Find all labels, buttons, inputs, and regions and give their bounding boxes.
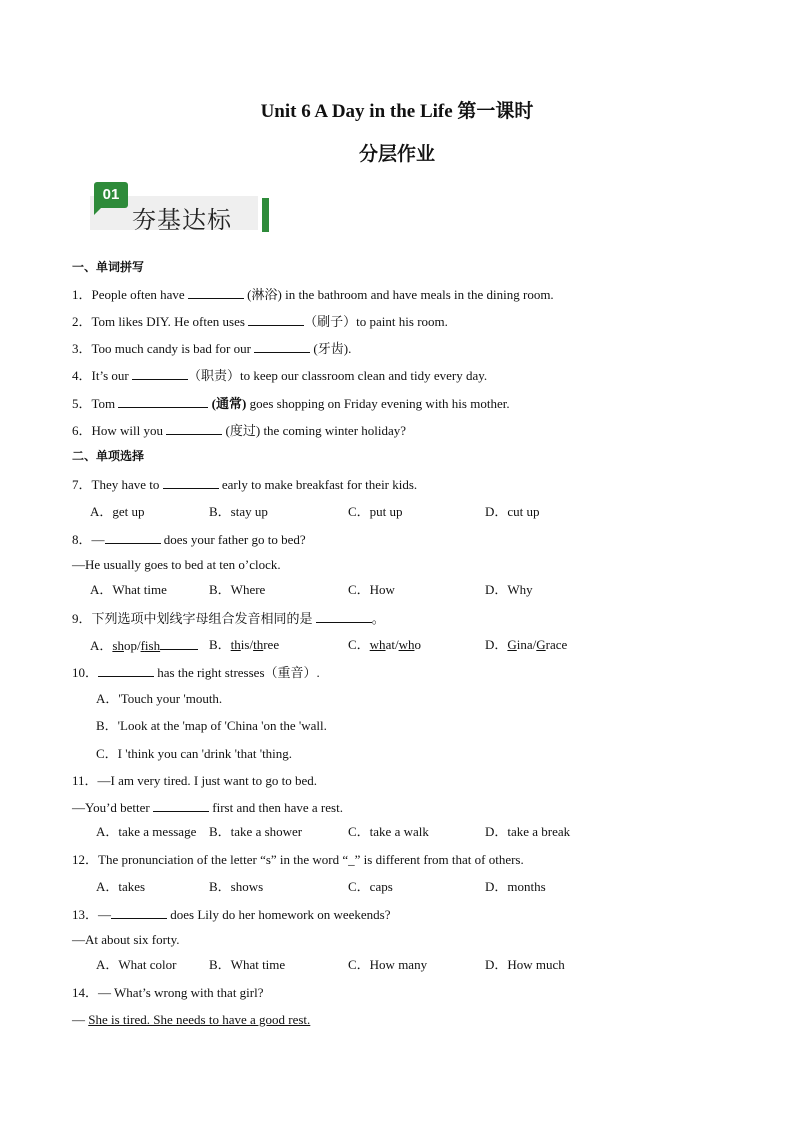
option-b[interactable]: B．take a shower xyxy=(209,824,303,839)
option-c[interactable]: C．How many xyxy=(348,957,428,972)
question-number: 10． xyxy=(72,665,99,680)
question-text: They have to xyxy=(91,477,163,492)
question-text: 。 xyxy=(371,611,385,626)
option-b[interactable] xyxy=(209,637,279,653)
question-8 xyxy=(72,531,306,548)
option-b[interactable]: B．Where xyxy=(209,582,266,597)
question-10 xyxy=(72,664,320,681)
question-text: It’s our xyxy=(91,368,132,383)
answer-blank[interactable] xyxy=(254,340,310,353)
option-d[interactable]: D．cut up xyxy=(485,504,540,519)
question-2 xyxy=(72,313,448,330)
page-subtitle: 分层作业 xyxy=(358,144,435,165)
question-3 xyxy=(72,340,351,357)
underlined-letters: th xyxy=(253,637,264,652)
option-d[interactable] xyxy=(485,637,567,653)
section-heading-spelling: 一、单词拼写 xyxy=(72,260,145,274)
word-part: ina/ xyxy=(516,637,537,652)
question-number: 14． xyxy=(72,985,99,1000)
question-text: has the right stresses（重音）. xyxy=(154,665,320,680)
chinese-hint: （刷子） xyxy=(304,314,357,329)
question-text: Tom xyxy=(91,396,119,411)
word-part: ish xyxy=(144,638,161,653)
question-text: to paint his room. xyxy=(356,314,448,329)
option-c[interactable]: C．caps xyxy=(348,879,393,894)
option-c[interactable]: C．put up xyxy=(348,504,403,519)
word-part: is/ xyxy=(240,637,254,652)
question-text: 9．下列选项中划线字母组合发音相同的是 xyxy=(72,611,316,626)
answer-blank[interactable] xyxy=(111,906,167,919)
question-number: 6． xyxy=(72,423,92,438)
option-a[interactable]: A．What color xyxy=(96,957,177,972)
question-number: 7． xyxy=(72,477,92,492)
question-text: — xyxy=(91,532,105,547)
question-text: first and then have a rest. xyxy=(209,800,343,815)
chinese-hint: (度过) xyxy=(222,423,261,438)
option-a[interactable] xyxy=(90,637,198,654)
section-heading-multiple-choice: 二、单项选择 xyxy=(72,449,145,463)
question-text: —I am very tired. I just want to go to bed. xyxy=(97,773,318,788)
option-letter: D． xyxy=(485,637,508,652)
answer-blank[interactable] xyxy=(118,395,208,408)
chinese-hint: (淋浴) xyxy=(243,287,282,302)
underlined-letters: sh xyxy=(112,638,124,653)
option-a[interactable]: A．'Touch your 'mouth. xyxy=(96,691,223,706)
question-text: goes shopping on Friday evening with his mother. xyxy=(246,396,510,411)
answer-blank[interactable] xyxy=(153,799,209,812)
question-14 xyxy=(72,985,264,1001)
underlined-letters: wh xyxy=(369,637,386,652)
question-7 xyxy=(72,476,417,493)
badge-tail-icon xyxy=(94,207,102,215)
question-number: 11． xyxy=(72,773,98,788)
option-a[interactable]: A．get up xyxy=(90,504,145,519)
underlined-sentence: She is tired. She needs to have a good rest. xyxy=(88,1012,311,1027)
answer-blank[interactable] xyxy=(105,531,161,544)
question-number: 5． xyxy=(72,396,92,411)
option-d[interactable]: D．months xyxy=(485,879,546,894)
word-part: at/ xyxy=(385,637,399,652)
underlined-letters: th xyxy=(230,637,241,652)
question-number: 3． xyxy=(72,341,92,356)
answer-blank[interactable] xyxy=(132,367,188,380)
question-text: to keep our classroom clean and tidy every day. xyxy=(239,368,488,383)
question-text: How will you xyxy=(91,423,167,438)
badge-number: 01 xyxy=(94,182,128,208)
option-a[interactable]: A．takes xyxy=(96,879,146,894)
question-text: — xyxy=(98,907,112,922)
word-part: o xyxy=(414,637,421,652)
option-c[interactable]: C．I 'think you can 'drink 'that 'thing. xyxy=(96,746,293,761)
chinese-hint: （职责） xyxy=(187,368,240,383)
option-d[interactable]: D．take a break xyxy=(485,824,571,839)
question-5 xyxy=(72,395,510,412)
chinese-hint: (通常) xyxy=(208,396,247,411)
question-9 xyxy=(72,610,385,627)
question-6 xyxy=(72,422,406,439)
badge-label: 夯基达标 xyxy=(132,206,232,234)
underlined-letters: G xyxy=(536,637,546,652)
page-title: Unit 6 A Day in the Life 第一课时 xyxy=(260,101,534,122)
underline-tail xyxy=(160,637,198,650)
answer-blank[interactable] xyxy=(98,664,154,677)
option-b[interactable]: B．'Look at the 'map of 'China 'on the 'wall. xyxy=(96,718,327,733)
question-text: in the bathroom and have meals in the dining room. xyxy=(281,287,554,302)
question-text: does your father go to bed? xyxy=(160,532,306,547)
question-text: Tom likes DIY. He often uses xyxy=(91,314,249,329)
answer-blank[interactable] xyxy=(163,476,219,489)
question-text: —You’d better xyxy=(72,800,154,815)
option-a[interactable]: A．What time xyxy=(90,582,167,597)
question-text: People often have xyxy=(91,287,188,302)
answer-blank[interactable] xyxy=(188,286,244,299)
question-4 xyxy=(72,367,487,384)
question-text: . xyxy=(348,341,352,356)
chinese-hint: (牙齿) xyxy=(310,341,349,356)
word-part: ree xyxy=(263,637,280,652)
option-b[interactable]: B．What time xyxy=(209,957,286,972)
question-number: 1． xyxy=(72,287,92,302)
option-d[interactable]: D．How much xyxy=(485,957,565,972)
question-11 xyxy=(72,773,317,789)
question-1 xyxy=(72,286,554,303)
question-text: the coming winter holiday? xyxy=(260,423,407,438)
question-text: Too much candy is bad for our xyxy=(91,341,255,356)
section-badge xyxy=(84,180,272,234)
question-text: — What’s wrong with that girl? xyxy=(98,985,264,1000)
dialogue-answer: —At about six forty. xyxy=(72,932,180,947)
dialogue-answer: —He usually goes to bed at ten o’clock. xyxy=(72,557,281,572)
answer-blank[interactable] xyxy=(248,313,304,326)
option-letter: B． xyxy=(209,637,231,652)
option-c[interactable]: C．take a walk xyxy=(348,824,429,839)
option-b[interactable]: B．stay up xyxy=(209,504,268,519)
option-c[interactable]: C．How xyxy=(348,582,395,597)
question-text: does Lily do her homework on weekends? xyxy=(167,907,391,922)
question-number: 13． xyxy=(72,907,99,922)
underlined-letters: f xyxy=(140,638,145,653)
question-number: 8． xyxy=(72,532,92,547)
question-12: 12．The pronunciation of the letter “s” in the word “_” is different from that of others. xyxy=(72,852,524,867)
badge-accent-bar xyxy=(262,198,269,232)
question-text: — xyxy=(72,1012,89,1027)
dialogue-answer xyxy=(72,1012,310,1028)
question-number: 4． xyxy=(72,368,92,383)
dialogue-answer xyxy=(72,799,343,816)
option-letter: A． xyxy=(90,638,113,653)
question-number: 2． xyxy=(72,314,92,329)
word-part: op/ xyxy=(123,638,141,653)
word-part: race xyxy=(545,637,568,652)
question-13 xyxy=(72,906,391,923)
underlined-letters: wh xyxy=(398,637,415,652)
option-letter: C． xyxy=(348,637,370,652)
answer-blank[interactable] xyxy=(166,422,222,435)
option-c[interactable] xyxy=(348,637,421,653)
answer-blank[interactable] xyxy=(316,610,372,623)
question-text: early to make breakfast for their kids. xyxy=(218,477,418,492)
option-b[interactable]: B．shows xyxy=(209,879,264,894)
option-d[interactable]: D．Why xyxy=(485,582,533,597)
option-a[interactable]: A．take a message xyxy=(96,824,197,839)
underlined-letters: G xyxy=(507,637,517,652)
